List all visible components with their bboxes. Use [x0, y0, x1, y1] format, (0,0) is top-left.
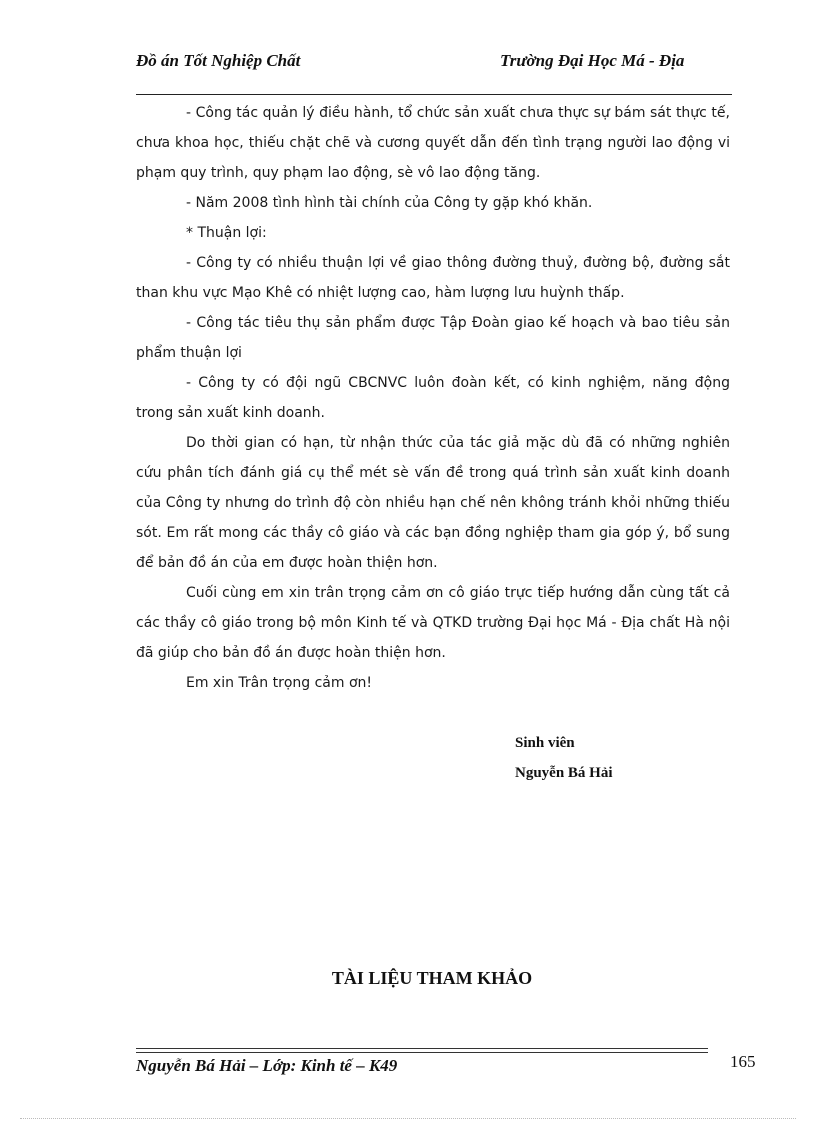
body-text: [136, 98, 730, 698]
paragraph: - Công tác quản lý điều hành, tổ chức sản xuất chưa thực sự bám sát thực tế, chưa khoa học, thiếu chặt chẽ và cương quyết dẫn đến tình trạng người lao động vi phạm quy trình, quy phạm lao động, sè vô lao động tăng.: [136, 105, 730, 181]
paragraph: Cuối cùng em xin trân trọng cảm ơn cô giáo trực tiếp hướng dẫn cùng tất cả các thầy cô giáo trong bộ môn Kinh tế và QTKD trường Đại học Má - Địa chất Hà nội đã giúp cho bản đồ án được hoàn thiện hơn.: [136, 585, 730, 661]
footer-divider: [136, 1048, 708, 1049]
page-bottom-border: [20, 1118, 796, 1119]
paragraph: - Năm 2008 tình hình tài chính của Công ty gặp khó khăn.: [186, 195, 593, 211]
header-left-title: Đồ án Tốt Nghiệp Chất: [136, 51, 301, 70]
header-divider: [136, 94, 732, 95]
paragraph: Em xin Trân trọng cảm ơn!: [186, 675, 373, 691]
signature-name: Nguyễn Bá Hải: [515, 765, 613, 781]
signature-role: Sinh viên: [515, 735, 575, 751]
footer-author: Nguyễn Bá Hải – Lớp: Kinh tế – K49: [136, 1056, 398, 1075]
signature-block: [515, 728, 613, 788]
paragraph: - Công tác tiêu thụ sản phẩm được Tập Đoàn giao kế hoạch và bao tiêu sản phẩm thuận lợi: [136, 315, 730, 361]
page-number: 165: [730, 1052, 756, 1071]
references-heading: TÀI LIỆU THAM KHẢO: [331, 968, 533, 988]
footer-divider-secondary: [136, 1052, 708, 1053]
paragraph: * Thuận lợi:: [186, 225, 267, 241]
paragraph: - Công ty có đội ngũ CBCNVC luôn đoàn kết, có kinh nghiệm, năng động trong sản xuất kinh doanh.: [136, 375, 730, 421]
paragraph: - Công ty có nhiều thuận lợi về giao thông đường thuỷ, đường bộ, đường sắt than khu vực Mạo Khê có nhiệt lượng cao, hàm lượng lưu huỳnh thấp.: [136, 255, 730, 301]
header-right-title: Trường Đại Học Má - Địa: [500, 51, 685, 70]
paragraph: Do thời gian có hạn, từ nhận thức của tác giả mặc dù đã có những nghiên cứu phân tích đánh giá cụ thể mét sè vấn đề trong quá trình sản xuất kinh doanh của Công ty nhưng do trình độ còn nhiều hạn chế nên không tránh khỏi những thiếu sót. Em rất mong các thầy cô giáo và các bạn đồng nghiệp tham gia góp ý, bổ sung để bản đồ án của em được hoàn thiện hơn.: [136, 435, 730, 571]
